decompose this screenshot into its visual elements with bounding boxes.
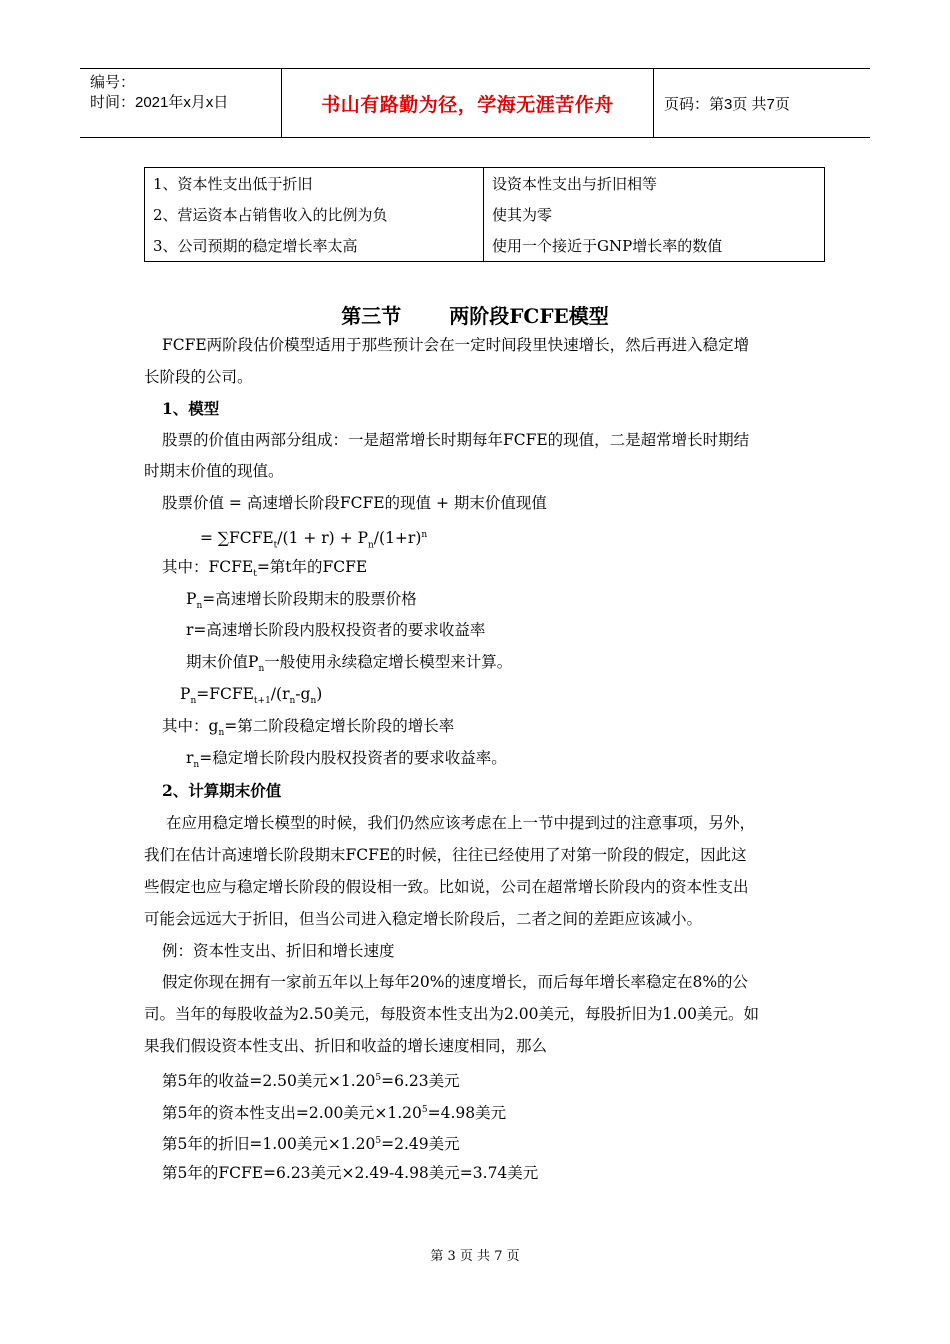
example-line: 司。当年的每股收益为2.50美元，每股资本性支出为2.00美元，每股折旧为1.00美元。如 (144, 1005, 760, 1023)
intro-line: 长阶段的公司。 (144, 368, 253, 386)
result-line: 第5年的资本性支出=2.00美元$\times 1.20^5=4.98$美元 (162, 1104, 507, 1123)
heading-terminal: 2、计算期末价值 (162, 781, 282, 800)
calc-line: 我们在估计高速增长阶段期末FCFE的时候，往往已经使用了对第一阶段的假定，因此这 (144, 846, 747, 864)
formula-sum: = $\sum FCFE_t/(1 + r) + P_n/(1+r)^n$ (200, 529, 428, 551)
calc-line: 在应用稳定增长模型的时候，我们仍然应该考虑在上一节中提到过的注意事项，另外， (166, 814, 756, 832)
formula-pn: $P_n=FCFE_{t+1}/(r_n-g_n)$ (180, 685, 323, 707)
table-cell: 使用一个接近于GNP增长率的数值 (484, 230, 825, 262)
table-cell: 3、公司预期的稳定增长率太高 (145, 230, 484, 262)
formula-line: 股票价值 = 高速增长阶段FCFE的现值 + 期末价值现值 (162, 494, 547, 512)
def-rn: $r_n=$稳定增长阶段内股权投资者的要求收益率。 (186, 749, 507, 771)
where-fcfe: 其中：$FCFE_t=$第t年的FCFE (162, 558, 368, 580)
section-number: 第三节 (341, 304, 402, 328)
model-line: 时期末价值的现值。 (144, 462, 284, 480)
calc-line: 些假定也应与稳定增长阶段的假设相一致。比如说，公司在超常增长阶段内的资本性支出 (144, 878, 749, 896)
table-cell: 2、营运资本占销售收入的比例为负 (145, 199, 484, 230)
heading-model: 1、模型 (162, 399, 220, 418)
example-line: 假定你现在拥有一家前五年以上每年20%的速度增长，而后每年增长率稳定在8%的公 (162, 973, 749, 991)
number-label: 编号： (90, 74, 136, 91)
table-cell: 使其为零 (484, 199, 825, 230)
result-line: 第5年的FCFE=6.23美元×2.49-4.98美元=3.74美元 (162, 1164, 539, 1182)
section-title (0, 300, 950, 329)
example-line: 果我们假设资本性支出、折旧和收益的增长速度相同，那么 (144, 1037, 548, 1055)
section-name: 两阶段FCFE模型 (449, 304, 609, 328)
header-meta (80, 69, 280, 137)
header-motto-cell (281, 69, 654, 137)
calc-line: 可能会远远大于折旧，但当公司进入稳定增长阶段后，二者之间的差距应该减小。 (144, 910, 703, 928)
where-gn: 其中：$g_n=$第二阶段稳定增长阶段的增长率 (162, 717, 455, 739)
page-footer: 第 3 页 共 7 页 (430, 1249, 520, 1264)
table-cell: 设资本性支出与折旧相等 (484, 168, 825, 200)
page-header (80, 68, 870, 138)
header-page-cell (654, 69, 870, 137)
date-line: 时间：2021年x月x日 (90, 94, 229, 111)
notes-table (144, 167, 825, 262)
table-row (145, 199, 825, 230)
result-line: 第5年的收益=2.50美元$\times 1.20^5=6.23$美元 (162, 1072, 460, 1091)
def-terminal: 期末价值$P_n$一般使用永续稳定增长模型来计算。 (186, 653, 513, 675)
page-info: 页码：第3页 共7页 (664, 95, 790, 113)
def-pn: $P_n=$高速增长阶段期末的股票价格 (186, 590, 417, 612)
example-title: 例：资本性支出、折旧和增长速度 (162, 942, 395, 960)
motto: 书山有路勤为径，学海无涯苦作舟 (321, 93, 614, 116)
result-line: 第5年的折旧=1.00美元$\times 1.20^5=2.49$美元 (162, 1135, 460, 1154)
intro-line: FCFE两阶段估价模型适用于那些预计会在一定时间段里快速增长，然后再进入稳定增 (162, 336, 750, 354)
table-row (145, 168, 825, 200)
table-cell: 1、资本性支出低于折旧 (145, 168, 484, 200)
table-row (145, 230, 825, 262)
model-line: 股票的价值由两部分组成：一是超常增长时期每年FCFE的现值，二是超常增长时期结 (162, 431, 750, 449)
def-r: r=高速增长阶段内股权投资者的要求收益率 (186, 621, 486, 639)
